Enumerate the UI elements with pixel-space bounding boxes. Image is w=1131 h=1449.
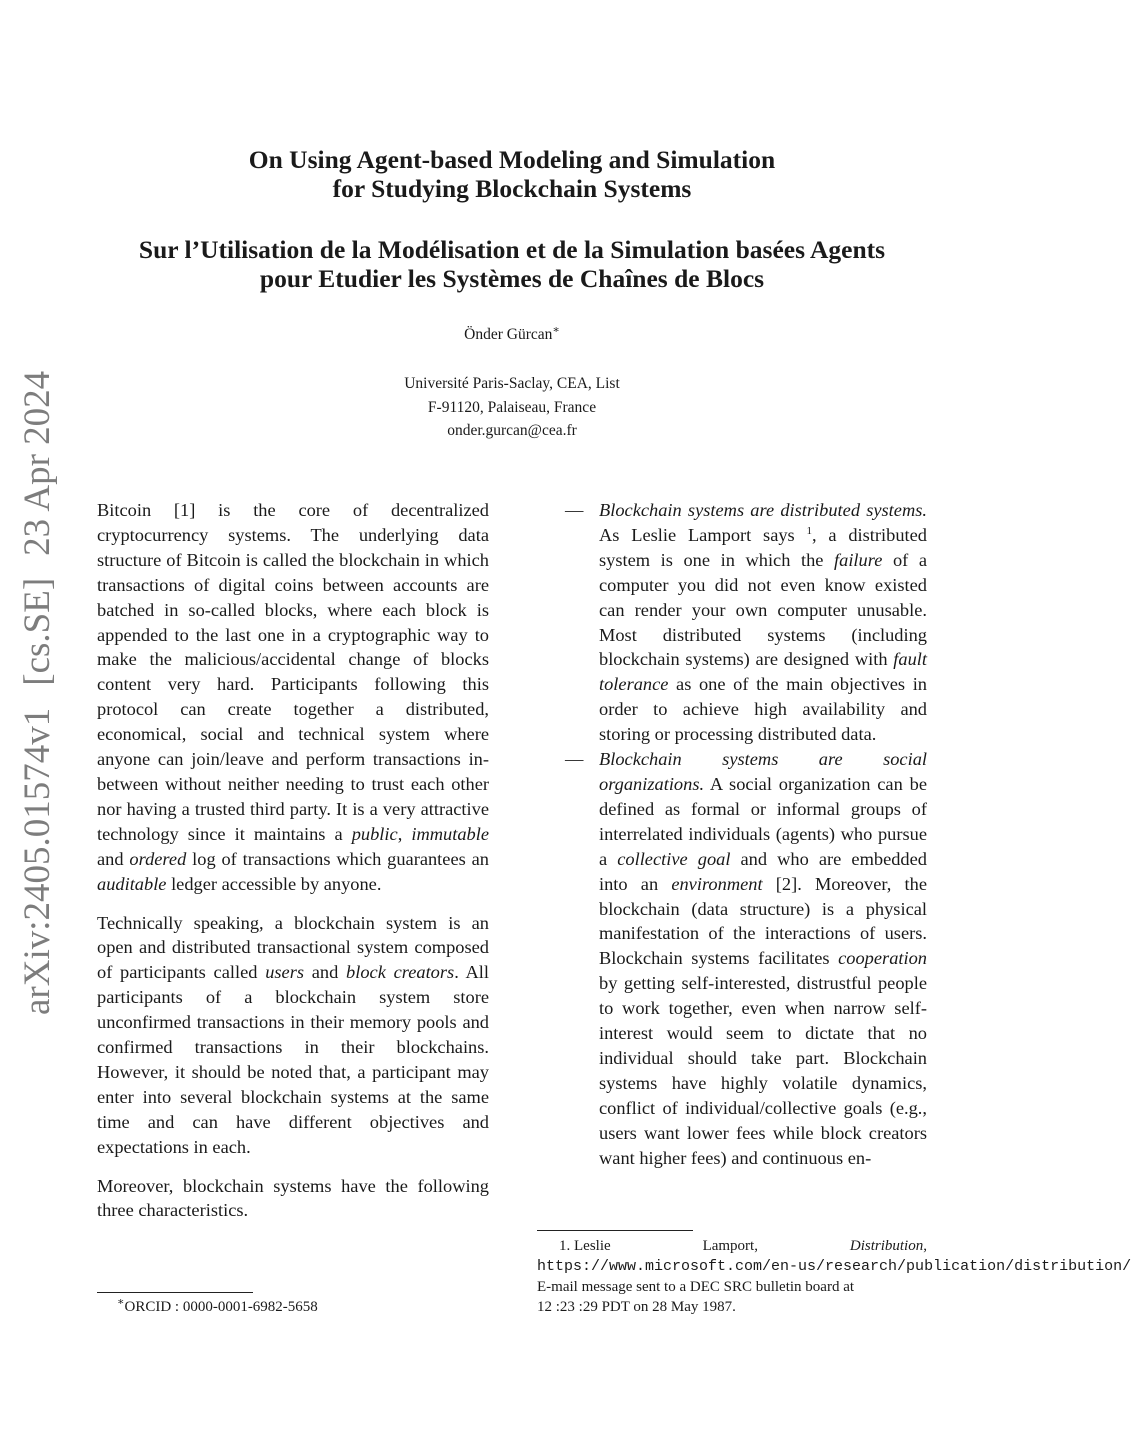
arxiv-date: 23 Apr 2024 (17, 370, 58, 556)
author (300, 323, 724, 347)
affiliation (300, 372, 724, 443)
left-footnote (117, 1297, 497, 1317)
list-item-distributed: — Blockchain systems are distributed systems. As Leslie Lamport says $^1$, a distributed system is one in which the failure of a computer you did not even know existed can render your own computer unusable. Most distributed systems (including blockchain systems) are designed with fault tolerance as one of the main objectives in order to achieve high availability and storing or processing distributed data. (565, 500, 928, 745)
right-footnote-rule (537, 1230, 693, 1231)
title-english-line2: for Studying Blockchain Systems (332, 174, 692, 203)
paragraph-technical: Technically speaking, a blockchain system is an open and distributed transactional system composed of participants called users and block creators. All participants of a blockchain system store unconfirmed transactions in their memory pools and confirmed transactions in their blockchains. However, it should be noted that, a participant may enter into several blockchain systems at the same time and can have different objectives and expectations in each. (97, 912, 490, 1157)
footnote-line1: 1. Leslie Lamport, Distribution, (559, 1238, 927, 1254)
left-footnote-rule (97, 1292, 253, 1293)
arxiv-stamp (18, 371, 58, 1015)
title-english-line1: On Using Agent-based Modeling and Simulation (248, 145, 776, 174)
title-french (60, 235, 964, 293)
footnote-line3: 12 :23 :29 PDT on 28 May 1987. (537, 1299, 736, 1315)
affiliation-email: onder.gurcan@cea.fr (447, 422, 577, 439)
author-name: Önder Gürcan (464, 326, 553, 343)
author-footnote-mark: ∗ (552, 323, 560, 336)
list-item-social: — Blockchain systems are social organizations. A social organization can be defined as formal or informal groups of interrelated individuals (agents) who pursue a collective goal and who are embedded into an environment [2]. Moreover, the blockchain (data structure) is a physical manifestation of the interactions of users. Blockchain systems facilitates cooperation by getting self-interested, distrustful people to work together, even when narrow self-interest would seem to dictate that no individual should take part. Blockchain systems have highly volatile dynamics, conflict of individual/collective goals (e.g., users want lower fees while block creators want higher fees) and continuous en- (565, 749, 927, 1168)
footnote-line2: E-mail message sent to a DEC SRC bulletin board at (537, 1279, 855, 1295)
orcid-text: ORCID : 0000-0001-6982-5658 (124, 1299, 318, 1315)
left-column (97, 498, 489, 1223)
footnote-mark: ∗ (117, 1296, 125, 1308)
bullet-dash: — (565, 749, 584, 770)
title-french-line1: Sur l’Utilisation de la Modélisation et de la Simulation basées Agents (138, 235, 886, 264)
right-column (537, 498, 927, 1170)
affiliation-address: F-91120, Palaiseau, France (427, 398, 597, 416)
right-footnote (537, 1236, 1131, 1317)
bullet-dash: — (565, 500, 584, 520)
affiliation-institution: Université Paris-Saclay, CEA, List (404, 375, 620, 392)
paragraph-characteristics: Moreover, blockchain systems have the following three characteristics. (97, 1175, 489, 1221)
arxiv-id: arXiv:2405.01574v1 (17, 707, 58, 1015)
title-french-line2: pour Etudier les Systèmes de Chaînes de Blocs (259, 264, 765, 293)
title-english (100, 145, 924, 203)
paragraph-intro: Bitcoin [1] is the core of decentralized cryptocurrency systems. The underlying data structure of Bitcoin is called the blockchain in which transactions of digital coins between accounts are batched in so-called blocks, where each block is appended to the last one in a cryptographic way to make the malicious/accidental change of blocks content very hard. Participants following this protocol can create together a distributed, economical, social and technical system where anyone can join/leave and perform transactions in-between without neither needing to trust each other nor having a trusted third party. It is a very attractive technology since it maintains a public, immutable and ordered log of transactions which guarantees an auditable ledger accessible by anyone. (97, 500, 489, 894)
arxiv-category: [cs.SE] (17, 577, 58, 686)
footnote-url[interactable]: https://www.microsoft.com/en-us/research/publication/distribution/ (537, 1258, 1131, 1275)
footnote-ref-1: 1 (806, 524, 813, 537)
